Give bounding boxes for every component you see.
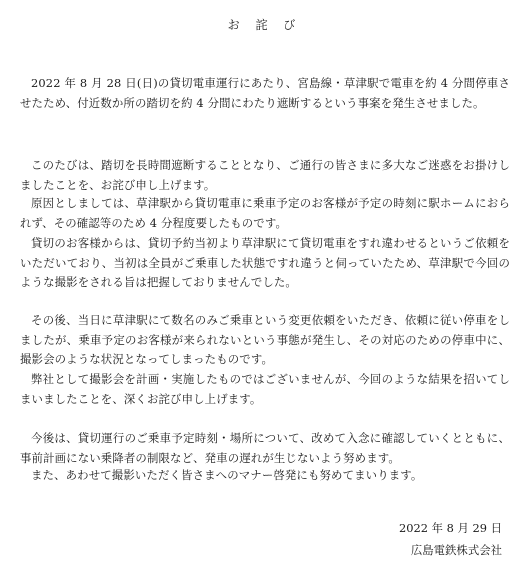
paragraph-apology: このたびは、踏切を長時間遮断することとなり、ご通行の皆さまに多大なご迷惑をお掛けしましたことを、お詫び申し上げます。 — [20, 158, 510, 192]
paragraph-company-apology: 弊社として撮影会を計画・実施したものではございませんが、今回のような結果を招いてしまいましたことを、深くお詫び申し上げます。 — [20, 372, 510, 406]
paragraph-incident: 2022 年 8 月 28 日(日)の貸切電車運行にあたり、宮島線・草津駅で電車を約 4 分間停車させたため、付近数か所の踏切を約 4 分間にわたり遮断するという事案を発生させました。 — [20, 76, 510, 110]
paragraph-manners: また、あわせて撮影いただく皆さまへのマナー啓発にも努めてまいります。 — [31, 468, 423, 482]
paragraph-background: 貸切のお客様からは、貸切予約当初より草津駅にて貸切電車をすれ違わせるというご依頼をいただいており、当初は全員がご乗車した状態ですれ違うと伺っていたため、草津駅で今回のような撮影をされる旨は把握しておりませんでした。 — [20, 236, 510, 289]
paragraph-prevention: 今後は、貸切運行のご乗車予定時刻・場所について、改めて入念に確認していくとともに、事前計画にない乗降者の制限など、発車の遅れが生じないよう努めます。 — [20, 431, 510, 465]
paragraph-circumstances: その後、当日に草津駅にて数名のみご乗車という変更依頼をいただき、依頼に従い停車をしましたが、乗車予定のお客様が来られないという事態が発生し、その対応のための停車中に、撮影会のような状況となってしまったものです。 — [20, 313, 510, 366]
paragraph-cause: 原因としましては、草津駅から貸切電車に乗車予定のお客様が予定の時刻に駅ホームにおられず、その確認等のため 4 分程度要したものです。 — [20, 196, 510, 230]
company-name: 広島電鉄株式会社 — [410, 543, 502, 557]
notice-title: お 詫 び — [227, 18, 302, 32]
notice-date: 2022 年 8 月 29 日 — [398, 521, 502, 535]
